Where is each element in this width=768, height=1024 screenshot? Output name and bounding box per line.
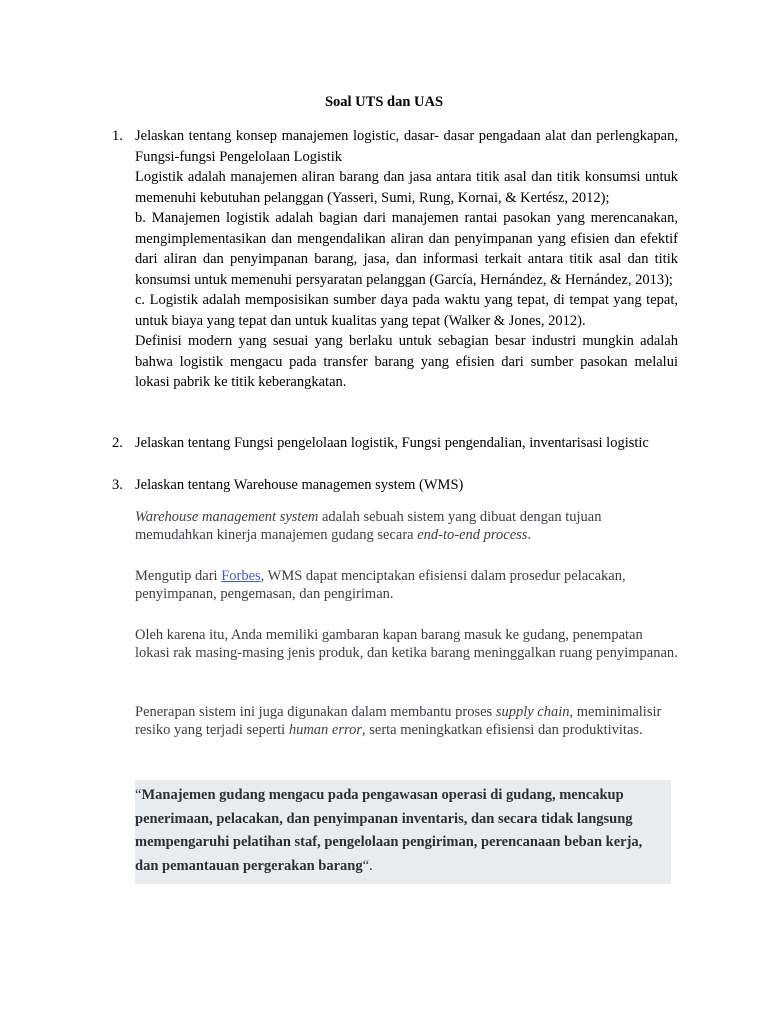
question-number: 1.: [112, 128, 123, 144]
human-error-term: human error: [288, 722, 362, 738]
question-2: [112, 433, 678, 454]
question-1-body: [135, 126, 678, 393]
answer-paragraph-c: c. Logistik adalah memposisikan sumber daya pada waktu yang tepat, di tempat yang tepat, untuk biaya yang tepat dan untuk kualitas yang tepat (Walker & Jones, 2012).: [135, 292, 678, 329]
supply-chain-term: supply chain: [495, 704, 570, 720]
wms-overview-text: Oleh karena itu, Anda memiliki gambaran kapan barang masuk ke gudang, penempatan lokasi rak masing-masing jenis produk, dan ketika barang meninggalkan ruang penyimpanan.: [135, 627, 678, 661]
answer-paragraph-a: Logistik adalah manajemen aliran barang dan jasa antara titik asal dan titik konsumsi untuk memenuhi kebutuhan pelanggan (Yasseri, Sumi, Rung, Kornai, & Kertész, 2012);: [135, 169, 678, 206]
question-number: 3.: [112, 477, 123, 493]
productivity-text: , serta meningkatkan efisiensi dan produktivitas.: [362, 722, 643, 738]
question-text: Jelaskan tentang Fungsi pengelolaan logistik, Fungsi pengendalian, inventarisasi logistic: [135, 435, 649, 451]
wms-paragraph-4: [135, 703, 678, 739]
question-3-body: [135, 475, 678, 496]
quote-close-mark: “.: [362, 857, 373, 874]
question-3: [112, 475, 678, 496]
blockquote: [135, 780, 671, 884]
question-number: 2.: [112, 435, 123, 451]
question-text: Jelaskan tentang Warehouse managemen system (WMS): [135, 477, 464, 493]
wms-efficiency-text: , WMS dapat menciptakan efisiensi dalam prosedur pelacakan, penyimpanan, pengemasan, dan pengiriman.: [135, 568, 626, 602]
quote-intro: Mengutip dari: [135, 568, 222, 584]
period: .: [527, 527, 532, 543]
question-2-body: [135, 433, 678, 454]
quote-open-mark: “: [135, 787, 142, 803]
answer-paragraph-b: b. Manajemen logistik adalah bagian dari manajemen rantai pasokan yang merencanakan, mengimplementasikan dan mengendalikan aliran dan penyimpanan yang efisien dan efektif dari aliran dan penyimpanan barang, jasa, dan informasi terkait antara titik asal dan titik konsumsi untuk memenuhi persyaratan pelanggan (García, Hernández, & Hernández, 2013);: [135, 210, 678, 288]
answer-paragraph-d: Definisi modern yang sesuai yang berlaku untuk sebagian besar industri mungkin adalah bahwa logistik mengacu pada transfer barang yang efisien dari sumber pasokan melalui lokasi pabrik ke titik keberangkatan.: [135, 333, 678, 390]
risk-text: , meminimalisir resiko yang terjadi seperti: [135, 704, 662, 738]
wms-paragraph-2: [135, 567, 678, 603]
quote-text: Manajemen gudang mengacu pada pengawasan operasi di gudang, mencakup penerimaan, pelacakan, dan penyimpanan inventaris, dan secara tidak langsung mempengaruhi pelatihan staf, pengelolaan pengiriman, perencanaan beban kerja, dan pemantauan pergerakan barang: [135, 787, 643, 874]
wms-paragraph-1: [135, 508, 678, 544]
wms-paragraph-3: [135, 626, 678, 662]
wms-definition-text: adalah sebuah sistem yang dibuat dengan tujuan memudahkan kinerja manajemen gudang secara: [135, 509, 602, 543]
question-text: Jelaskan tentang konsep manajemen logistic, dasar- dasar pengadaan alat dan perlengkapan, Fungsi-fungsi Pengelolaan Logistik: [135, 128, 678, 165]
end-to-end-term: end-to-end process: [417, 527, 528, 543]
forbes-link[interactable]: Forbes: [221, 568, 261, 584]
wms-term: Warehouse management system: [135, 509, 319, 525]
document-title: Soal UTS dan UAS: [324, 94, 444, 110]
supply-chain-intro: Penerapan sistem ini juga digunakan dalam membantu proses: [135, 704, 496, 720]
question-1: [112, 126, 678, 393]
